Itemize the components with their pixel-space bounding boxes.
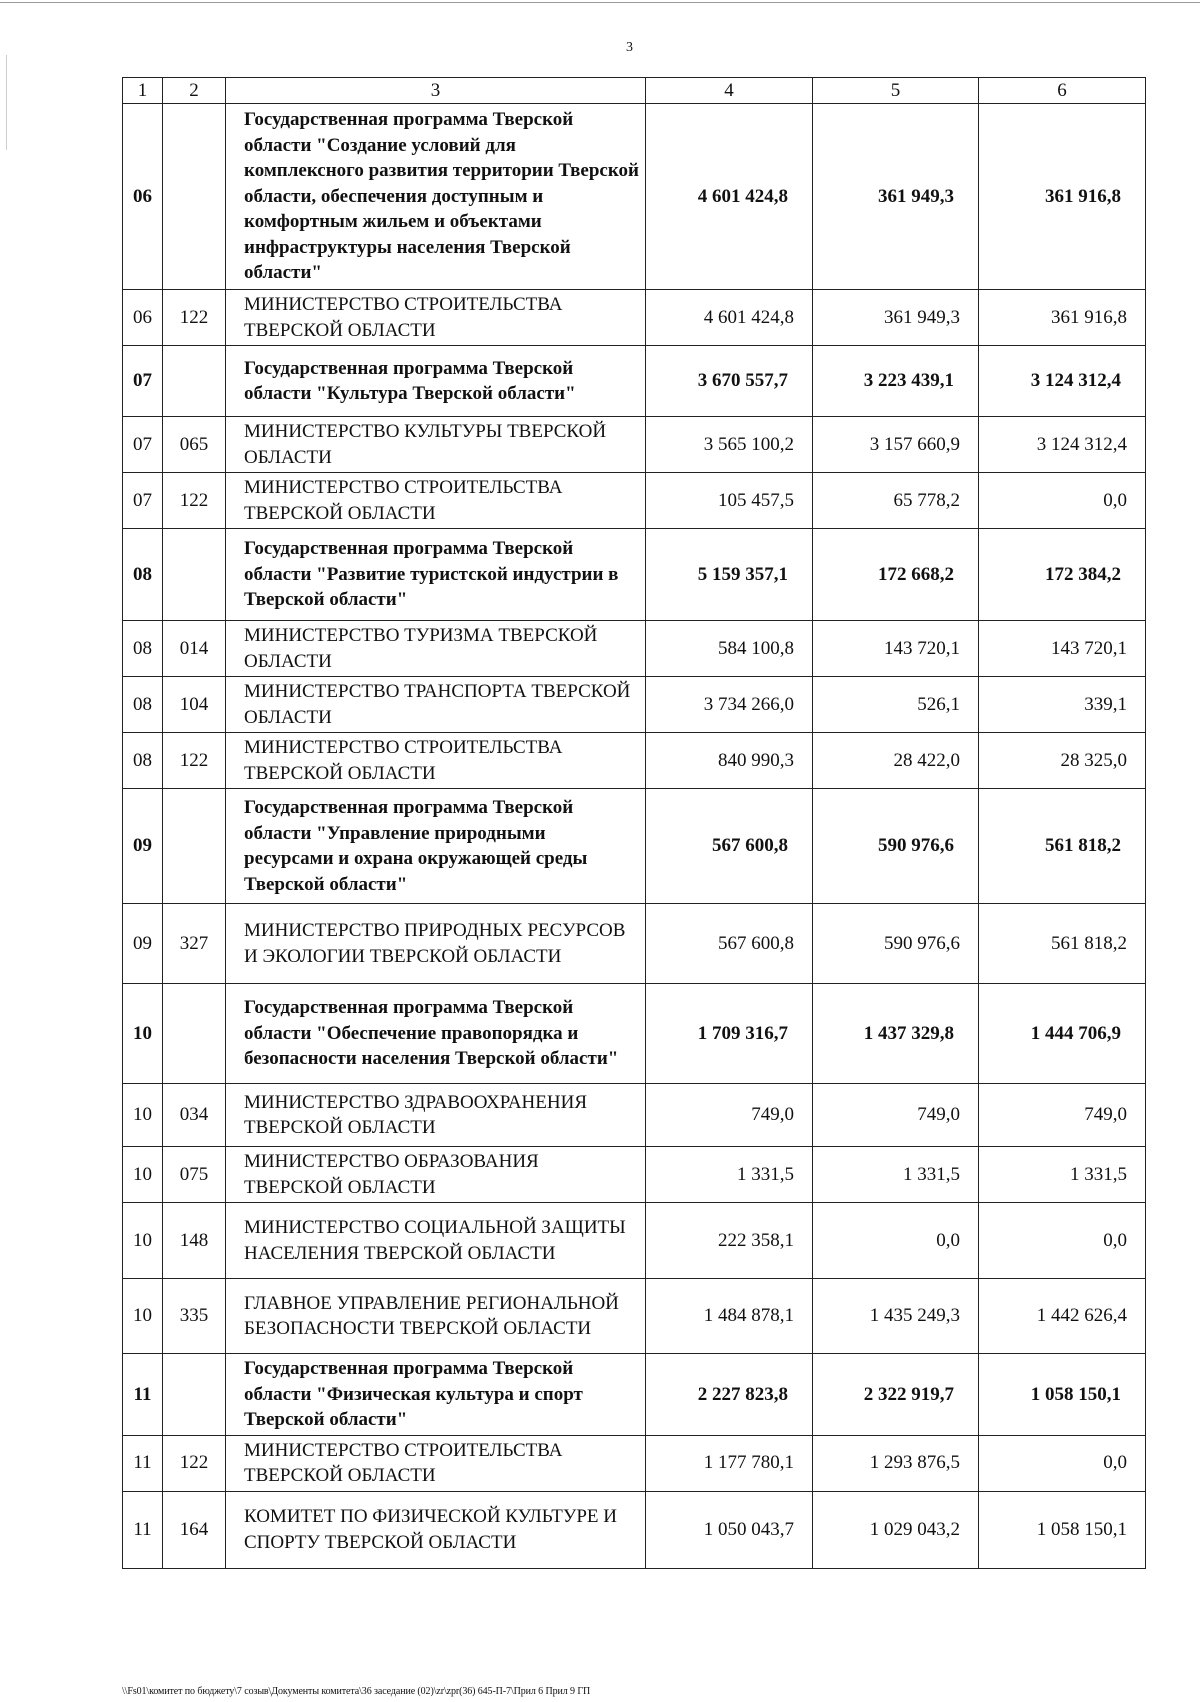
amount-col6-cell: 3 124 312,4 (979, 346, 1146, 417)
ministry-row (123, 1084, 1146, 1147)
ministry-code-cell: 335 (163, 1279, 226, 1354)
ministry-code-cell: 075 (163, 1147, 226, 1203)
ministry-code-cell: 104 (163, 677, 226, 733)
name-cell: МИНИСТЕРСТВО КУЛЬТУРЫ ТВЕРСКОЙ ОБЛАСТИ (226, 417, 646, 473)
name-cell: Государственная программа Тверской области "Развитие туристской индустрии в Тверской области" (226, 529, 646, 621)
section-code-cell: 09 (123, 904, 163, 984)
name-cell: Государственная программа Тверской области "Физическая культура и спорт Тверской области" (226, 1354, 646, 1436)
section-code-cell: 11 (123, 1491, 163, 1568)
section-code-cell: 08 (123, 529, 163, 621)
amount-col6-cell: 0,0 (979, 1435, 1146, 1491)
amount-col6-cell: 1 444 706,9 (979, 984, 1146, 1084)
page-number: 3 (626, 40, 633, 55)
amount-col6-cell: 361 916,8 (979, 104, 1146, 290)
amount-col6-cell: 1 331,5 (979, 1147, 1146, 1203)
column-header-6: 6 (979, 78, 1146, 104)
name-cell: Государственная программа Тверской области "Обеспечение правопорядка и безопасности населения Тверской области" (226, 984, 646, 1084)
amount-col6-cell: 749,0 (979, 1084, 1146, 1147)
program-row (123, 789, 1146, 904)
amount-col4-cell: 3 734 266,0 (646, 677, 813, 733)
amount-col5-cell: 28 422,0 (813, 733, 979, 789)
program-row (123, 1354, 1146, 1436)
amount-col6-cell: 0,0 (979, 473, 1146, 529)
amount-col4-cell: 4 601 424,8 (646, 104, 813, 290)
scan-top-border (0, 2, 1200, 3)
section-code-cell: 11 (123, 1435, 163, 1491)
amount-col6-cell: 3 124 312,4 (979, 417, 1146, 473)
ministry-code-cell (163, 104, 226, 290)
program-row (123, 984, 1146, 1084)
ministry-code-cell: 014 (163, 621, 226, 677)
section-code-cell: 08 (123, 677, 163, 733)
amount-col5-cell: 172 668,2 (813, 529, 979, 621)
ministry-code-cell: 122 (163, 473, 226, 529)
amount-col6-cell: 361 916,8 (979, 290, 1146, 346)
column-header-3: 3 (226, 78, 646, 104)
program-row (123, 529, 1146, 621)
footer-file-path: \\Fs01\комитет по бюджету\7 созыв\Документы комитета\36 заседание (02)\zr\zpr(36) 645-П-7\Прил 6 Прил 9 ГП (122, 1686, 591, 1697)
ministry-code-cell: 122 (163, 1435, 226, 1491)
amount-col5-cell: 65 778,2 (813, 473, 979, 529)
amount-col5-cell: 1 437 329,8 (813, 984, 979, 1084)
amount-col5-cell: 1 331,5 (813, 1147, 979, 1203)
scan-margin-mark (6, 55, 7, 150)
amount-col4-cell: 3 670 557,7 (646, 346, 813, 417)
amount-col5-cell: 590 976,6 (813, 904, 979, 984)
name-cell: МИНИСТЕРСТВО СТРОИТЕЛЬСТВА ТВЕРСКОЙ ОБЛАСТИ (226, 733, 646, 789)
ministry-code-cell: 148 (163, 1203, 226, 1279)
program-row (123, 346, 1146, 417)
ministry-code-cell (163, 346, 226, 417)
section-code-cell: 10 (123, 1279, 163, 1354)
name-cell: Государственная программа Тверской области "Создание условий для комплексного развития территории Тверской области, обеспечения доступным и комфортным жильем и объектами инфраструктуры населения Тверской области" (226, 104, 646, 290)
budget-table-body (123, 78, 1146, 1569)
ministry-row (123, 904, 1146, 984)
section-code-cell: 07 (123, 417, 163, 473)
amount-col4-cell: 2 227 823,8 (646, 1354, 813, 1436)
amount-col6-cell: 0,0 (979, 1203, 1146, 1279)
amount-col5-cell: 2 322 919,7 (813, 1354, 979, 1436)
ministry-code-cell (163, 789, 226, 904)
amount-col5-cell: 361 949,3 (813, 290, 979, 346)
ministry-row (123, 1147, 1146, 1203)
amount-col6-cell: 172 384,2 (979, 529, 1146, 621)
ministry-row (123, 473, 1146, 529)
section-code-cell: 08 (123, 621, 163, 677)
name-cell: МИНИСТЕРСТВО ПРИРОДНЫХ РЕСУРСОВ И ЭКОЛОГИИ ТВЕРСКОЙ ОБЛАСТИ (226, 904, 646, 984)
ministry-row (123, 1279, 1146, 1354)
amount-col6-cell: 1 442 626,4 (979, 1279, 1146, 1354)
ministry-row (123, 1491, 1146, 1568)
column-header-1: 1 (123, 78, 163, 104)
name-cell: МИНИСТЕРСТВО ОБРАЗОВАНИЯ ТВЕРСКОЙ ОБЛАСТИ (226, 1147, 646, 1203)
name-cell: МИНИСТЕРСТВО СТРОИТЕЛЬСТВА ТВЕРСКОЙ ОБЛАСТИ (226, 1435, 646, 1491)
ministry-row (123, 621, 1146, 677)
amount-col5-cell: 0,0 (813, 1203, 979, 1279)
amount-col5-cell: 1 029 043,2 (813, 1491, 979, 1568)
ministry-row (123, 290, 1146, 346)
section-code-cell: 07 (123, 346, 163, 417)
ministry-code-cell (163, 1354, 226, 1436)
amount-col4-cell: 1 484 878,1 (646, 1279, 813, 1354)
amount-col5-cell: 1 435 249,3 (813, 1279, 979, 1354)
name-cell: КОМИТЕТ ПО ФИЗИЧЕСКОЙ КУЛЬТУРЕ И СПОРТУ ТВЕРСКОЙ ОБЛАСТИ (226, 1491, 646, 1568)
amount-col4-cell: 1 177 780,1 (646, 1435, 813, 1491)
section-code-cell: 11 (123, 1354, 163, 1436)
name-cell: МИНИСТЕРСТВО ЗДРАВООХРАНЕНИЯ ТВЕРСКОЙ ОБЛАСТИ (226, 1084, 646, 1147)
amount-col6-cell: 1 058 150,1 (979, 1491, 1146, 1568)
name-cell: ГЛАВНОЕ УПРАВЛЕНИЕ РЕГИОНАЛЬНОЙ БЕЗОПАСНОСТИ ТВЕРСКОЙ ОБЛАСТИ (226, 1279, 646, 1354)
column-header-2: 2 (163, 78, 226, 104)
budget-table (122, 77, 1146, 1569)
section-code-cell: 09 (123, 789, 163, 904)
section-code-cell: 10 (123, 984, 163, 1084)
name-cell: МИНИСТЕРСТВО СОЦИАЛЬНОЙ ЗАЩИТЫ НАСЕЛЕНИЯ ТВЕРСКОЙ ОБЛАСТИ (226, 1203, 646, 1279)
column-header-4: 4 (646, 78, 813, 104)
table-header-row (123, 78, 1146, 104)
ministry-code-cell: 327 (163, 904, 226, 984)
ministry-code-cell (163, 984, 226, 1084)
amount-col4-cell: 840 990,3 (646, 733, 813, 789)
section-code-cell: 06 (123, 290, 163, 346)
amount-col4-cell: 567 600,8 (646, 904, 813, 984)
amount-col4-cell: 3 565 100,2 (646, 417, 813, 473)
amount-col6-cell: 339,1 (979, 677, 1146, 733)
ministry-code-cell: 065 (163, 417, 226, 473)
section-code-cell: 10 (123, 1147, 163, 1203)
amount-col4-cell: 567 600,8 (646, 789, 813, 904)
amount-col5-cell: 361 949,3 (813, 104, 979, 290)
name-cell: МИНИСТЕРСТВО СТРОИТЕЛЬСТВА ТВЕРСКОЙ ОБЛАСТИ (226, 290, 646, 346)
amount-col4-cell: 105 457,5 (646, 473, 813, 529)
amount-col4-cell: 222 358,1 (646, 1203, 813, 1279)
amount-col5-cell: 3 223 439,1 (813, 346, 979, 417)
ministry-code-cell: 034 (163, 1084, 226, 1147)
amount-col4-cell: 5 159 357,1 (646, 529, 813, 621)
program-row (123, 104, 1146, 290)
amount-col4-cell: 4 601 424,8 (646, 290, 813, 346)
ministry-row (123, 677, 1146, 733)
name-cell: МИНИСТЕРСТВО СТРОИТЕЛЬСТВА ТВЕРСКОЙ ОБЛАСТИ (226, 473, 646, 529)
ministry-code-cell (163, 529, 226, 621)
ministry-code-cell: 122 (163, 733, 226, 789)
ministry-row (123, 417, 1146, 473)
amount-col6-cell: 28 325,0 (979, 733, 1146, 789)
amount-col5-cell: 749,0 (813, 1084, 979, 1147)
amount-col5-cell: 3 157 660,9 (813, 417, 979, 473)
amount-col6-cell: 143 720,1 (979, 621, 1146, 677)
section-code-cell: 07 (123, 473, 163, 529)
amount-col4-cell: 749,0 (646, 1084, 813, 1147)
name-cell: МИНИСТЕРСТВО ТУРИЗМА ТВЕРСКОЙ ОБЛАСТИ (226, 621, 646, 677)
ministry-code-cell: 122 (163, 290, 226, 346)
ministry-row (123, 733, 1146, 789)
amount-col4-cell: 1 050 043,7 (646, 1491, 813, 1568)
amount-col5-cell: 1 293 876,5 (813, 1435, 979, 1491)
section-code-cell: 10 (123, 1203, 163, 1279)
name-cell: МИНИСТЕРСТВО ТРАНСПОРТА ТВЕРСКОЙ ОБЛАСТИ (226, 677, 646, 733)
ministry-row (123, 1203, 1146, 1279)
amount-col6-cell: 1 058 150,1 (979, 1354, 1146, 1436)
ministry-code-cell: 164 (163, 1491, 226, 1568)
name-cell: Государственная программа Тверской области "Культура Тверской области" (226, 346, 646, 417)
ministry-row (123, 1435, 1146, 1491)
amount-col4-cell: 584 100,8 (646, 621, 813, 677)
section-code-cell: 10 (123, 1084, 163, 1147)
amount-col6-cell: 561 818,2 (979, 904, 1146, 984)
section-code-cell: 06 (123, 104, 163, 290)
amount-col5-cell: 143 720,1 (813, 621, 979, 677)
name-cell: Государственная программа Тверской области "Управление природными ресурсами и охрана окружающей среды Тверской области" (226, 789, 646, 904)
amount-col4-cell: 1 709 316,7 (646, 984, 813, 1084)
amount-col6-cell: 561 818,2 (979, 789, 1146, 904)
amount-col4-cell: 1 331,5 (646, 1147, 813, 1203)
amount-col5-cell: 590 976,6 (813, 789, 979, 904)
column-header-5: 5 (813, 78, 979, 104)
section-code-cell: 08 (123, 733, 163, 789)
amount-col5-cell: 526,1 (813, 677, 979, 733)
